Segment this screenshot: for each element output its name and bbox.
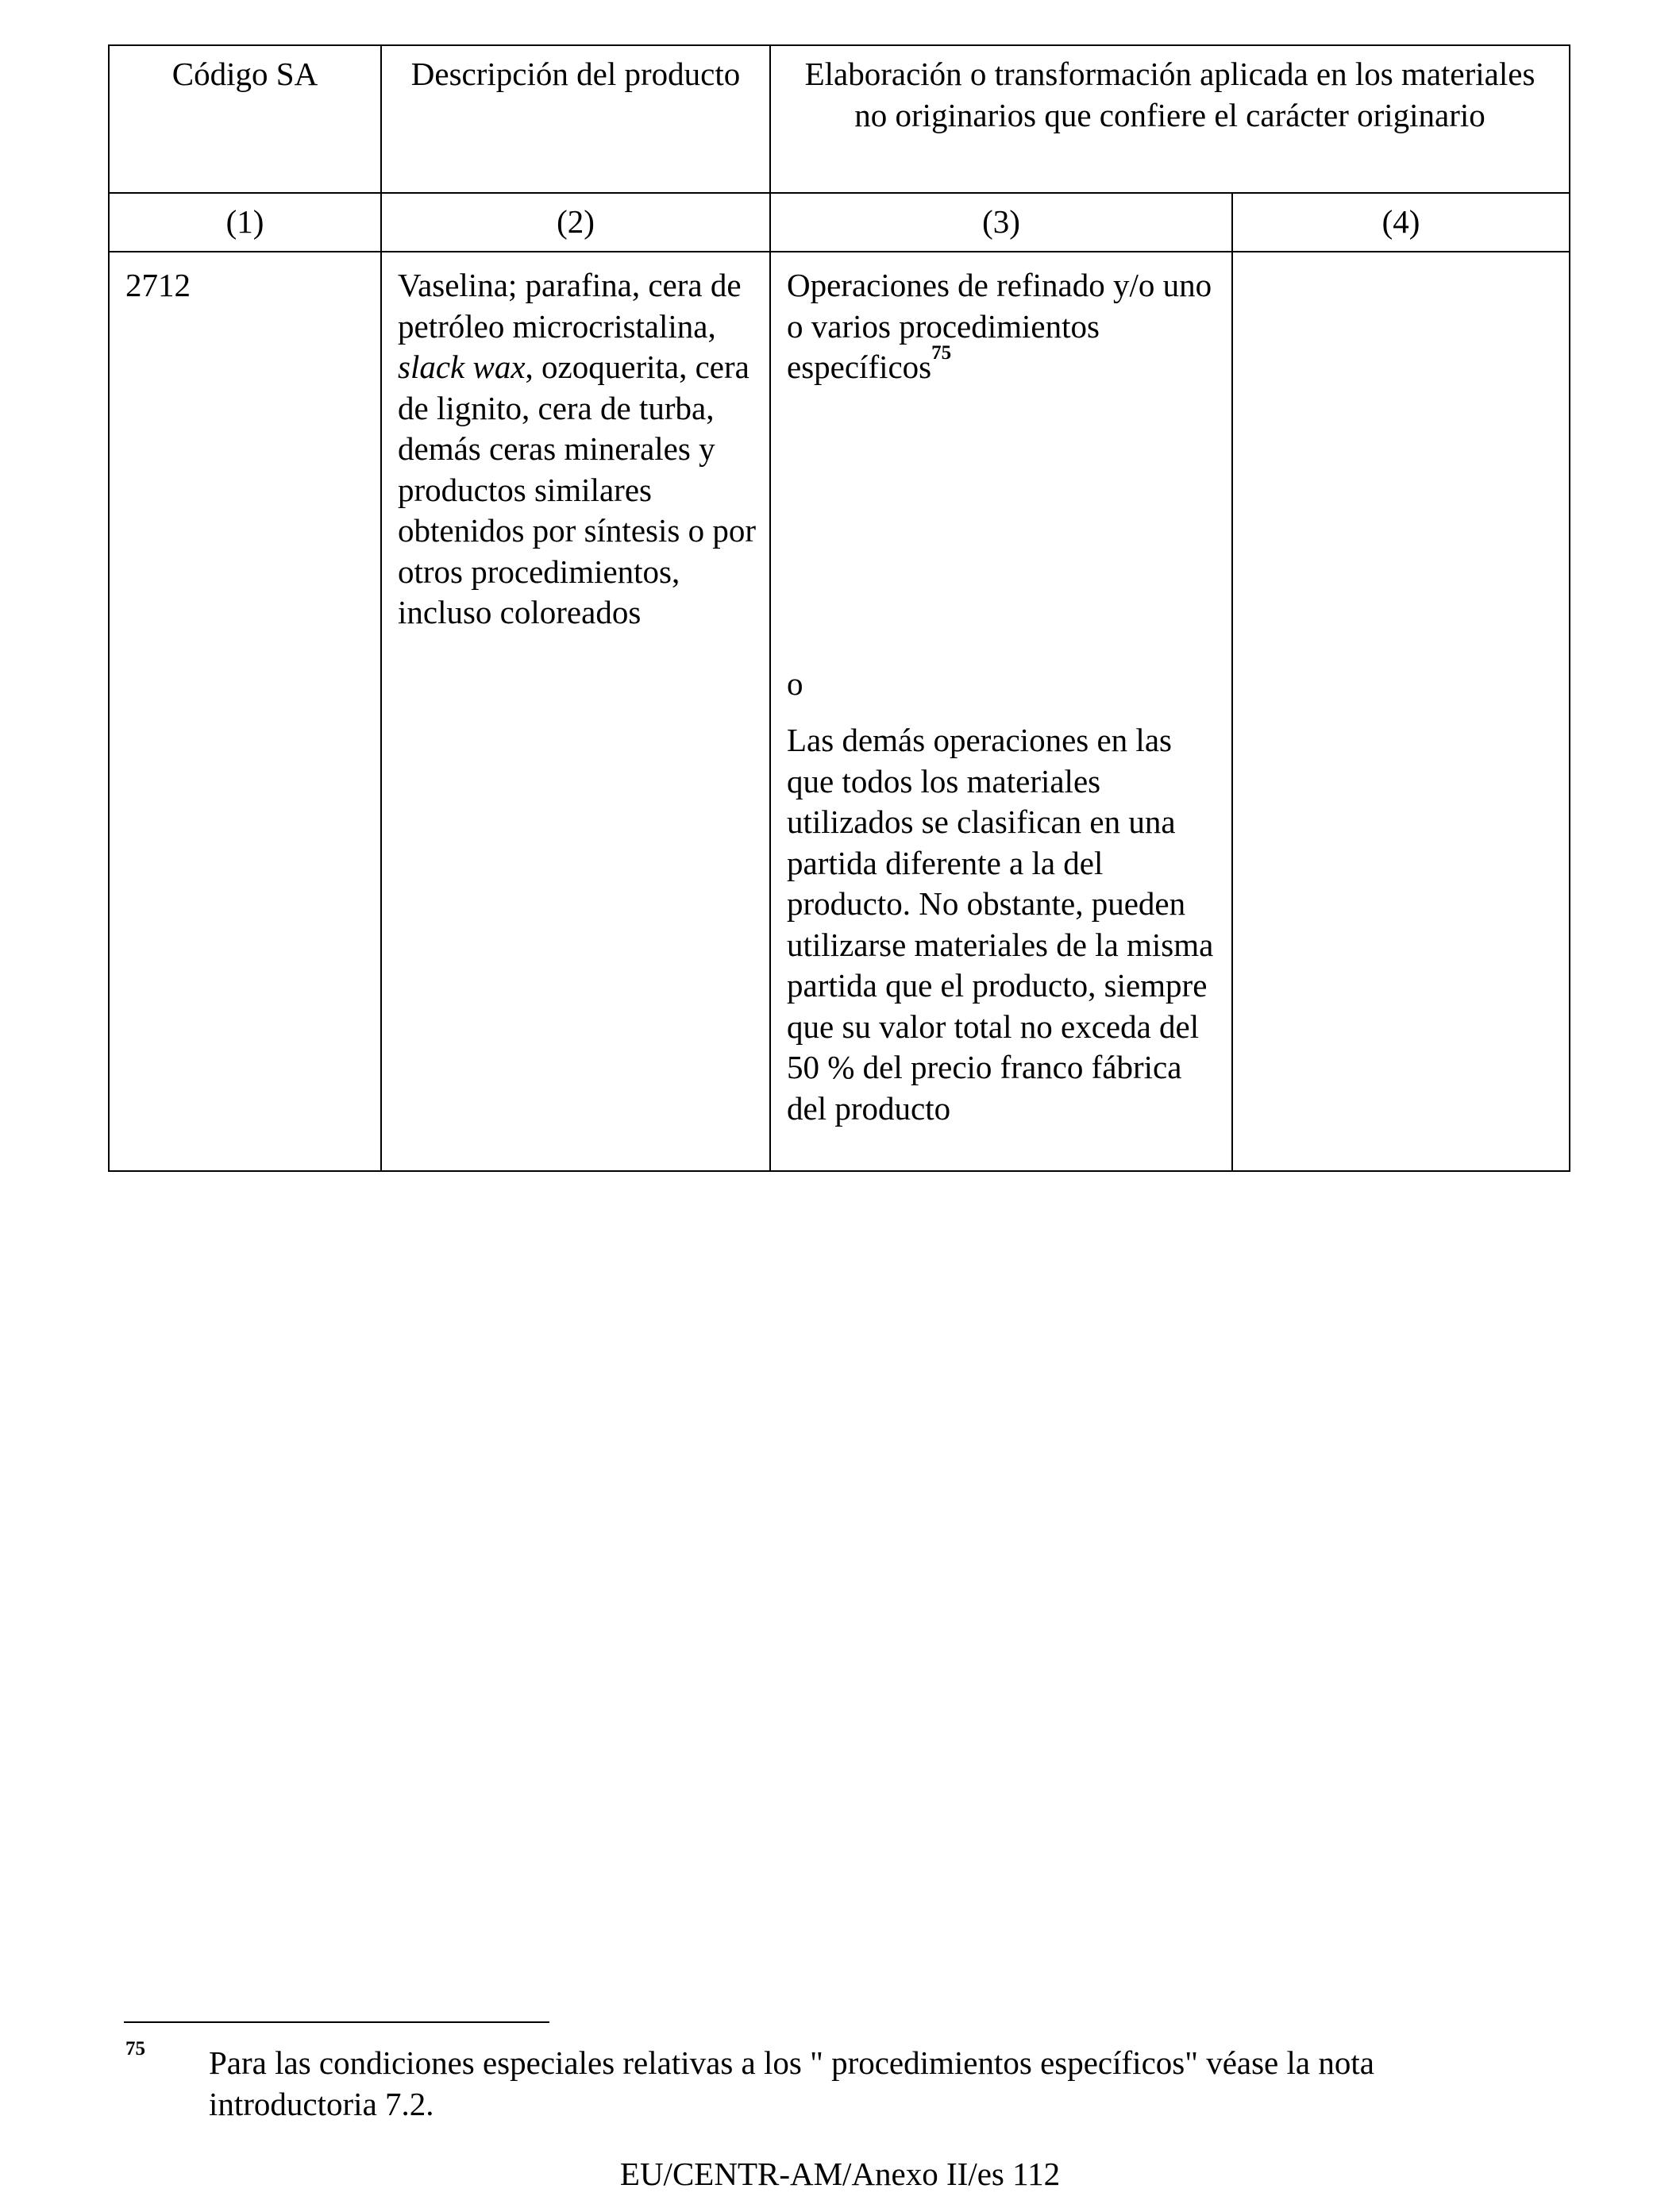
operation-rule-1-text: Operaciones de refinado y/o uno o varios procedimientos específicos	[787, 267, 1212, 385]
footnote-separator	[124, 2021, 549, 2023]
operation-cell	[770, 252, 1232, 1171]
page-footer-reference: EU/CENTR-AM/Anexo II/es 112	[619, 2156, 1061, 2192]
header-working-or-processing: Elaboración o transformación aplicada en los materiales no originarios que confiere el carácter originario	[770, 45, 1570, 193]
description-cell	[381, 252, 770, 1171]
description-text-2: , ozoquerita, cera de lignito, cera de turba, demás ceras minerales y productos similares obtenidos por síntesis o por otros procedimientos, incluso coloreados	[398, 349, 756, 630]
footnote-number: 75	[125, 2038, 145, 2060]
operation-rule-1	[787, 265, 1219, 388]
header-hs-code: Código SA	[109, 45, 381, 193]
column-number-3: (3)	[770, 193, 1232, 252]
column-number-1: (1)	[109, 193, 381, 252]
header-product-description: Descripción del producto	[381, 45, 770, 193]
footnote-text: Para las condiciones especiales relativas a los " procedimientos específicos" véase la nota introductoria 7.2.	[209, 2044, 1374, 2122]
column-number-2: (2)	[381, 193, 770, 252]
alternative-or: o	[787, 665, 803, 702]
column-number-4: (4)	[1232, 193, 1570, 252]
column-number-row	[109, 193, 1570, 252]
header-row	[109, 45, 1570, 193]
table-row	[109, 252, 1570, 1171]
description-text-1: Vaselina; parafina, cera de petróleo microcristalina,	[398, 267, 742, 345]
footnote-reference: 75	[931, 342, 952, 364]
rules-of-origin-table	[108, 44, 1570, 1172]
hs-code-cell: 2712	[109, 252, 381, 1171]
operation-rule-2: Las demás operaciones en las que todos los materiales utilizados se clasifican en una partida diferente a la del producto. No obstante, pueden utilizarse materiales de la misma partida que el producto, siempre que su valor total no exceda del 50 % del precio franco fábrica del producto	[787, 722, 1214, 1127]
description-italic-term: slack wax	[398, 349, 526, 385]
column-4-cell	[1232, 252, 1570, 1171]
